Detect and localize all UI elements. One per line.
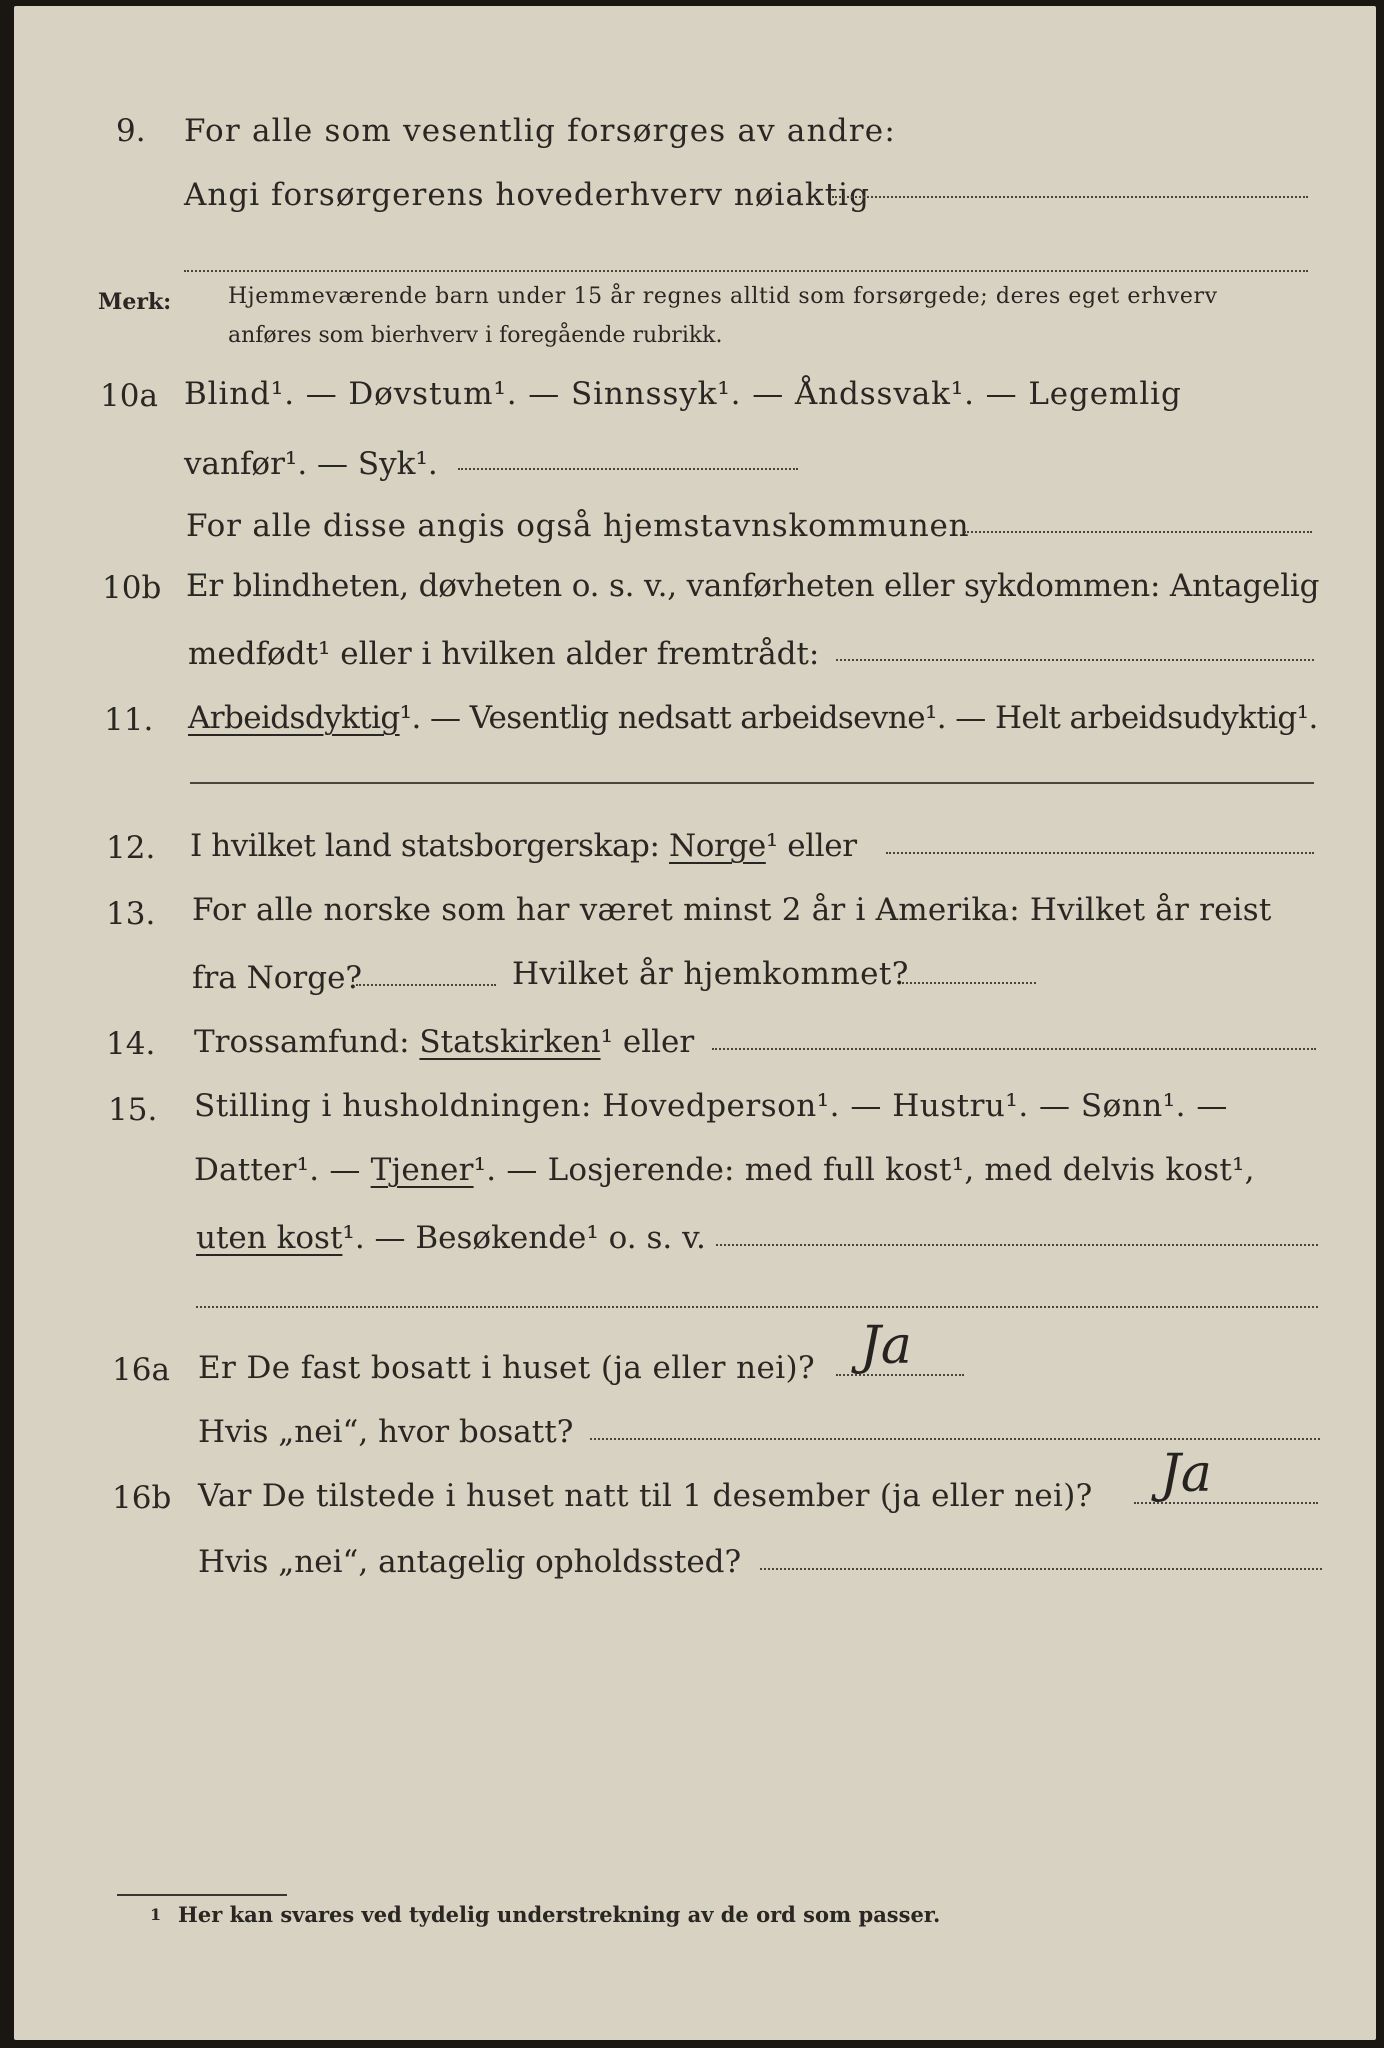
- q15-underlined-tjener: Tjener: [370, 1152, 474, 1188]
- q10b-line2: medfødt¹ eller i hvilken alder fremtrådt:: [188, 636, 820, 672]
- q11-line: Arbeidsdyktig¹. — Vesentlig nedsatt arbeidsevne¹. — Helt arbeidsudyktig¹.: [188, 700, 1318, 736]
- q11-answer-line[interactable]: [190, 782, 1314, 784]
- q16b-handwritten-answer[interactable]: Ja: [1160, 1444, 1212, 1504]
- q9-answer-line[interactable]: [832, 196, 1308, 198]
- form-page: [14, 6, 1376, 2040]
- footnote-mark: 1: [150, 1905, 162, 1924]
- q14-number: 14.: [106, 1026, 156, 1062]
- q16a-handwritten-answer[interactable]: Ja: [860, 1316, 912, 1376]
- merk-line1: Hjemmeværende barn under 15 år regnes alltid som forsørgede; deres eget erhverv: [228, 284, 1218, 309]
- q13-line2a: fra Norge?: [192, 960, 363, 996]
- merk-line2: anføres som bierhverv i foregående rubrikk.: [228, 323, 723, 348]
- q15-underlined-uten-kost: uten kost: [196, 1220, 343, 1256]
- q9-line1: For alle som vesentlig forsørges av andre:: [184, 113, 896, 149]
- q15-line2: Datter¹. — Tjener¹. — Losjerende: med full kost¹, med delvis kost¹,: [194, 1152, 1255, 1188]
- q10a-answer-line[interactable]: [458, 468, 798, 470]
- q9-line2: Angi forsørgerens hovederhverv nøiaktig: [184, 177, 870, 213]
- q16b-line2: Hvis „nei“, antagelig opholdssted?: [198, 1544, 742, 1580]
- q15-line1: Stilling i husholdningen: Hovedperson¹. — Hustru¹. — Sønn¹. —: [194, 1088, 1228, 1124]
- q11-underlined-answer: Arbeidsdyktig: [188, 700, 400, 736]
- q13-number: 13.: [106, 896, 156, 932]
- q15-number: 15.: [108, 1092, 158, 1128]
- footnote-rule: [117, 1894, 287, 1896]
- q9-number: 9.: [116, 113, 146, 149]
- q12-line: I hvilket land statsborgerskap: Norge¹ eller: [190, 828, 857, 864]
- q11-number: 11.: [104, 702, 154, 738]
- q16a-bosatt-line[interactable]: [590, 1438, 1320, 1440]
- q15-line3: uten kost¹. — Besøkende¹ o. s. v.: [196, 1220, 706, 1256]
- q14-line: Trossamfund: Statskirken¹ eller: [194, 1024, 695, 1060]
- q16b-opholdssted-line[interactable]: [760, 1568, 1322, 1570]
- q10b-answer-line[interactable]: [836, 659, 1314, 661]
- q16a-line1: Er De fast bosatt i huset (ja eller nei)?: [198, 1350, 816, 1386]
- q9-answer-line-2[interactable]: [184, 270, 1308, 272]
- q10a-hjemstavn-line[interactable]: [964, 531, 1312, 533]
- q10a-line3: For alle disse angis også hjemstavnskommunen: [186, 508, 970, 544]
- q12-number: 12.: [106, 830, 156, 866]
- q12-underlined-answer: Norge: [669, 828, 766, 864]
- q12-answer-line[interactable]: [886, 852, 1314, 854]
- q13-hjemkommet-line[interactable]: [902, 982, 1036, 984]
- q14-answer-line[interactable]: [712, 1048, 1316, 1050]
- q14-underlined-answer: Statskirken: [419, 1024, 601, 1060]
- q13-line1: For alle norske som har været minst 2 år i Amerika: Hvilket år reist: [192, 892, 1272, 928]
- footnote-text: Her kan svares ved tydelig understrekning av de ord som passer.: [178, 1902, 941, 1927]
- q13-reist-line[interactable]: [356, 984, 496, 986]
- q16a-number: 16a: [112, 1352, 170, 1388]
- q10a-number: 10a: [100, 378, 158, 414]
- q16b-line1: Var De tilstede i huset natt til 1 desember (ja eller nei)?: [198, 1478, 1093, 1514]
- q16a-line2: Hvis „nei“, hvor bosatt?: [198, 1414, 574, 1450]
- q10a-line2: vanfør¹. — Syk¹.: [184, 446, 438, 482]
- q10b-line1: Er blindheten, døvheten o. s. v., vanførheten eller sykdommen: Antagelig: [186, 568, 1320, 604]
- merk-label: Merk:: [98, 289, 172, 315]
- q16b-number: 16b: [112, 1480, 172, 1516]
- q15-answer-line[interactable]: [716, 1244, 1318, 1246]
- q13-line2b: Hvilket år hjemkommet?: [512, 956, 909, 992]
- q15-answer-line-2[interactable]: [196, 1306, 1318, 1308]
- q10b-number: 10b: [102, 570, 162, 606]
- q10a-line1: Blind¹. — Døvstum¹. — Sinnssyk¹. — Åndssvak¹. — Legemlig: [184, 376, 1182, 412]
